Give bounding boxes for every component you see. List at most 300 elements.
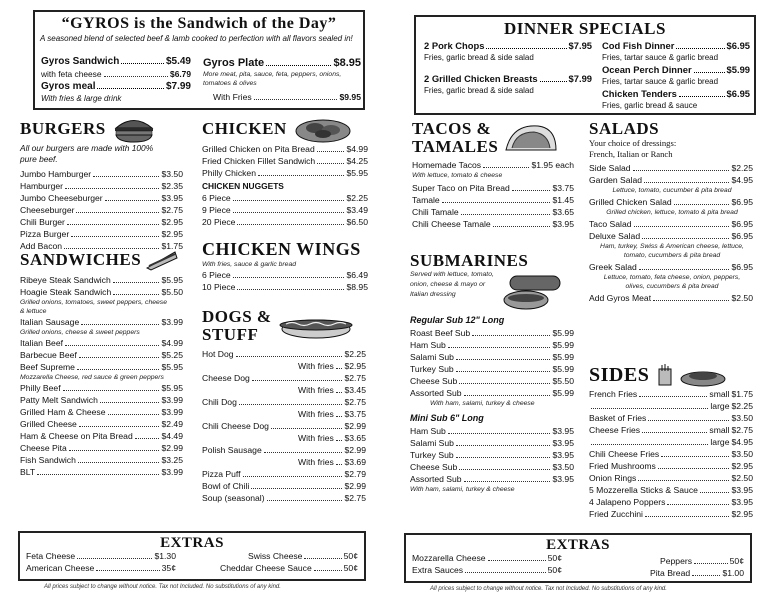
leader — [81, 324, 159, 325]
item-name: Add Bacon — [20, 241, 63, 251]
item-size: small — [709, 425, 730, 435]
menu-item — [412, 182, 574, 194]
menu-item — [20, 228, 183, 240]
dinner-left-list — [424, 39, 592, 105]
menu-item — [20, 274, 183, 286]
item-name: Homemade Tacos — [412, 160, 482, 170]
taco-icon — [502, 122, 560, 154]
menu-item — [410, 461, 574, 473]
menu-item — [589, 174, 753, 186]
leader — [679, 96, 725, 97]
menu-item — [589, 436, 753, 448]
item-price: $3.95 — [552, 219, 574, 229]
leader — [236, 356, 343, 357]
item-price: $3.50 — [161, 169, 183, 179]
item-price: $1.00 — [722, 568, 744, 578]
sandwiches-list — [20, 274, 183, 478]
tacos-section — [412, 120, 574, 230]
menu-item — [589, 388, 753, 400]
menu-item — [202, 468, 366, 480]
item-name: Peppers — [660, 556, 693, 566]
item-name: Barbecue Beef — [20, 350, 77, 360]
item-name: Bowl of Chili — [202, 481, 250, 491]
leader — [317, 151, 345, 152]
salads-list — [589, 162, 753, 304]
menu-item — [41, 80, 191, 93]
leader — [237, 224, 344, 225]
disclaimer-left: All prices subject to change without notice. Tax not Included. No substitutions of any kind. — [44, 584, 281, 590]
leader — [96, 570, 159, 571]
item-name: Cheese Sub — [410, 376, 458, 386]
chicken-list — [202, 143, 368, 228]
item-price: 50¢ — [343, 563, 358, 573]
leader — [633, 170, 730, 171]
leader — [464, 395, 551, 396]
menu-item — [646, 555, 744, 567]
item-price: $3.65 — [552, 207, 574, 217]
menu-item — [26, 562, 176, 574]
leader — [644, 182, 729, 183]
leader — [653, 300, 729, 301]
leader — [442, 202, 551, 203]
leader — [456, 359, 551, 360]
leader — [121, 63, 164, 64]
dinner-box — [414, 15, 756, 115]
menu-item — [602, 39, 750, 52]
item-name: Cheeseburger — [20, 205, 75, 215]
menu-item — [589, 218, 753, 230]
leader — [642, 238, 729, 239]
menu-item — [202, 372, 366, 384]
leader — [591, 408, 708, 409]
regular-sub-label: Regular Sub 12" Long — [410, 315, 505, 325]
menu-item — [410, 425, 574, 437]
item-name: Chili Cheese Fries — [589, 449, 660, 459]
menu-item — [589, 508, 753, 520]
sides-title: SIDES — [589, 364, 650, 386]
menu-item — [589, 484, 753, 496]
menu-item — [589, 400, 753, 412]
leader — [317, 163, 344, 164]
item-name: Hot Dog — [202, 349, 234, 359]
item-price: $3.75 — [552, 183, 574, 193]
leader — [456, 445, 551, 446]
leader — [694, 563, 728, 564]
item-price: $3.75 — [344, 409, 366, 419]
menu-item — [589, 292, 753, 304]
item-price: $4.25 — [346, 156, 368, 166]
item-name: Extra Sauces — [412, 565, 464, 575]
item-note: Fries, tartar sauce & garlic bread — [602, 77, 719, 86]
menu-item — [20, 430, 183, 442]
item-name: Grilled Chicken on Pita Bread — [202, 144, 315, 154]
regular-sub-list — [410, 327, 574, 399]
menu-item — [202, 492, 366, 504]
menu-item-with-fries — [202, 360, 366, 372]
sandwiches-section — [20, 248, 185, 478]
item-name: Jumbo Cheeseburger — [20, 193, 103, 203]
item-size: small — [709, 389, 730, 399]
sandwich-icon — [145, 248, 179, 272]
chicken-section — [202, 115, 368, 228]
item-price: $6.95 — [731, 262, 753, 272]
leader — [135, 438, 160, 439]
item-name: Onion Rings — [589, 473, 637, 483]
menu-item — [220, 562, 358, 574]
item-note: More meat, pita, sauce, feta, peppers, onions, tomatoes & olives — [203, 71, 342, 87]
item-name: Turkey Sub — [410, 450, 454, 460]
mini-sub-list — [410, 425, 574, 485]
item-name: Cheese Pita — [20, 443, 67, 453]
menu-item — [589, 460, 753, 472]
burgers-title: BURGERS — [20, 119, 106, 138]
menu-item — [410, 473, 574, 485]
tacos-title-1: TACOS & — [412, 119, 492, 138]
menu-item — [410, 363, 574, 375]
item-price: $2.50 — [731, 293, 753, 303]
gyros-tagline: A seasoned blend of selected beef & lamb cooked to perfection with all flavors sealed in! — [40, 34, 353, 43]
menu-item-with-fries — [202, 456, 366, 468]
leader — [465, 572, 546, 573]
nuggets-label: CHICKEN NUGGETS — [202, 181, 284, 191]
item-name: Chicken Tenders — [602, 88, 677, 99]
item-name: Tamale — [412, 195, 440, 205]
fries-icon — [655, 363, 729, 387]
leader — [336, 368, 343, 369]
dogs-list — [202, 348, 366, 504]
leader — [486, 48, 566, 49]
leader — [67, 224, 160, 225]
item-price: $5.25 — [161, 350, 183, 360]
item-price: $6.50 — [346, 217, 368, 227]
item-price: $3.95 — [161, 193, 183, 203]
item-name: Hamburger — [20, 181, 63, 191]
menu-item — [20, 361, 183, 373]
sandwiches-title: SANDWICHES — [20, 250, 142, 269]
extras-left-box — [18, 531, 366, 581]
extras-right-col2 — [646, 555, 744, 579]
menu-item — [20, 418, 183, 430]
mini-sub-note: With ham, salami, turkey & cheese — [410, 486, 515, 493]
menu-item-with-fries — [202, 432, 366, 444]
menu-item — [589, 230, 753, 242]
leader — [254, 99, 338, 100]
leader — [233, 277, 345, 278]
item-name: Salami Sub — [410, 352, 454, 362]
item-price: $5.99 — [552, 328, 574, 338]
salads-title: SALADS — [589, 119, 660, 138]
item-name: Cod Fish Dinner — [602, 40, 675, 51]
item-name: Salami Sub — [410, 438, 454, 448]
menu-item — [410, 437, 574, 449]
leader — [448, 347, 551, 348]
menu-item — [20, 316, 183, 328]
menu-item — [202, 281, 368, 293]
menu-item — [589, 196, 753, 208]
item-note: Lettuce, tomato, cucumber & pita bread — [612, 187, 732, 194]
item-price: $3.49 — [346, 205, 368, 215]
item-name: Grilled Chicken Salad — [589, 197, 672, 207]
item-price: $3.45 — [344, 385, 366, 395]
item-note: Grilled onions, cheese & sweet peppers — [20, 329, 140, 336]
item-price: $1.95 each — [531, 160, 574, 170]
item-name: Hoagie Steak Sandwich — [20, 287, 112, 297]
leader — [243, 476, 343, 477]
item-name: Swiss Cheese — [248, 551, 303, 561]
item-price: $2.95 — [161, 229, 183, 239]
mini-sub-label: Mini Sub 6" Long — [410, 413, 484, 423]
item-size: large — [710, 401, 730, 411]
item-name: 4 Jalapeno Poppers — [589, 497, 666, 507]
item-name: With fries — [298, 433, 334, 443]
menu-item — [203, 91, 361, 103]
hotdog-icon — [278, 311, 354, 341]
menu-item — [20, 382, 183, 394]
gyros-items — [41, 55, 191, 104]
item-price: $8.95 — [346, 282, 368, 292]
sides-section — [589, 363, 753, 520]
leader — [676, 48, 724, 49]
item-note: Ham, turkey, Swiss & American cheese, lettuce, tomato, cucumbers & pita bread — [600, 243, 744, 259]
leader — [591, 444, 708, 445]
burgers-list — [20, 168, 183, 252]
menu-item — [20, 406, 183, 418]
item-price: $8.95 — [333, 57, 361, 69]
item-price: $6.79 — [170, 69, 191, 79]
leader — [104, 76, 169, 77]
menu-item — [410, 375, 574, 387]
menu-item — [41, 55, 191, 68]
subs-desc: Served with lettuce, tomato, onion, cheese & mayo or Italian dressing — [410, 271, 494, 298]
item-price: $5.99 — [726, 64, 750, 75]
item-name: Super Taco on Pita Bread — [412, 183, 510, 193]
item-price: $6.95 — [726, 40, 750, 51]
menu-item — [20, 204, 183, 216]
leader — [483, 167, 529, 168]
burgers-intro: All our burgers are made with 100% pure beef. — [20, 143, 154, 164]
item-size: large — [710, 437, 730, 447]
menu-item — [412, 564, 562, 576]
sides-list — [589, 388, 753, 520]
item-price: $2.50 — [731, 473, 753, 483]
item-name: Philly Chicken — [202, 168, 256, 178]
gyros-plate — [203, 57, 361, 103]
leader — [336, 392, 343, 393]
item-name: 5 Mozzerella Sticks & Sauce — [589, 485, 698, 495]
item-price: 35¢ — [161, 563, 176, 573]
item-name: 10 Piece — [202, 282, 236, 292]
item-price: $3.95 — [552, 450, 574, 460]
menu-item — [589, 496, 753, 508]
item-name: Feta Cheese — [26, 551, 76, 561]
menu-item — [220, 550, 358, 562]
item-price: $6.95 — [731, 219, 753, 229]
item-price: $2.99 — [161, 443, 183, 453]
item-name: Assorted Sub — [410, 388, 462, 398]
item-note: With fries & large drink — [41, 94, 122, 103]
dogs-section — [202, 308, 368, 504]
item-name: Gyros Sandwich — [41, 56, 120, 67]
menu-item — [20, 394, 183, 406]
leader — [93, 176, 159, 177]
item-name: Basket of Fries — [589, 413, 647, 423]
item-name: Fried Chicken Fillet Sandwich — [202, 156, 316, 166]
leader — [108, 414, 160, 415]
item-price: $1.75 — [161, 241, 183, 251]
disclaimer-right: All prices subject to change without notice. Tax not Included. No substitutions of any kind. — [430, 586, 667, 592]
item-price: $2.25 — [344, 349, 366, 359]
menu-item — [646, 567, 744, 579]
leader — [645, 516, 730, 517]
item-name: 6 Piece — [202, 193, 231, 203]
item-price: $3.65 — [344, 433, 366, 443]
gyros-title: “GYROS is the Sandwich of the Day” — [61, 15, 337, 32]
item-price: $3.99 — [161, 317, 183, 327]
menu-item — [202, 192, 368, 204]
item-price: 50¢ — [547, 553, 562, 563]
item-price: $6.49 — [346, 270, 368, 280]
item-price: $2.75 — [344, 373, 366, 383]
item-name: Grilled Cheese — [20, 419, 77, 429]
leader — [488, 560, 546, 561]
leader — [456, 371, 551, 372]
item-name: Taco Salad — [589, 219, 632, 229]
leader — [69, 450, 160, 451]
item-name: Roast Beef Sub — [410, 328, 471, 338]
item-name: Gyros meal — [41, 81, 96, 92]
item-name: 9 Piece — [202, 205, 231, 215]
leader — [459, 469, 550, 470]
chicken-icon — [291, 115, 351, 143]
leader — [336, 464, 343, 465]
item-name: Jumbo Hamburger — [20, 169, 92, 179]
leader — [113, 294, 159, 295]
menu-item — [202, 167, 368, 179]
item-name: Ham Sub — [410, 340, 446, 350]
leader — [65, 345, 159, 346]
item-price: $5.99 — [552, 364, 574, 374]
leader — [700, 492, 730, 493]
menu-item — [412, 206, 574, 218]
menu-item — [424, 72, 592, 85]
menu-item — [202, 269, 368, 281]
menu-item — [410, 327, 574, 339]
extras-right-title: EXTRAS — [546, 537, 610, 553]
wings-note: With fries, sauce & garlic bread — [202, 261, 297, 268]
item-price: $3.50 — [552, 462, 574, 472]
item-name: Garden Salad — [589, 175, 643, 185]
menu-item — [410, 449, 574, 461]
item-price: $2.75 — [161, 205, 183, 215]
item-price: $5.99 — [552, 352, 574, 362]
menu-item — [20, 442, 183, 454]
subs-title: SUBMARINES — [410, 251, 529, 270]
item-name: Ham & Cheese on Pita Bread — [20, 431, 133, 441]
item-name: With fries — [298, 457, 334, 467]
leader — [237, 289, 344, 290]
menu-item — [202, 143, 368, 155]
item-price: $7.95 — [568, 40, 592, 51]
item-price: $4.95 — [731, 175, 753, 185]
item-note: With lettuce, tomato & cheese — [412, 172, 503, 179]
leader — [105, 200, 160, 201]
leader — [540, 81, 567, 82]
item-name: Deluxe Salad — [589, 231, 641, 241]
item-price: $5.95 — [346, 168, 368, 178]
item-price: $2.75 — [731, 425, 753, 435]
leader — [258, 175, 345, 176]
item-note: Fries, garlic bread & sauce — [602, 101, 698, 110]
subs-section — [410, 252, 576, 494]
item-note: Fries, garlic bread & side salad — [424, 86, 534, 95]
item-name: Fried Zucchini — [589, 509, 643, 519]
item-name: Fish Sandwich — [20, 455, 76, 465]
regular-sub-note: With ham, salami, turkey & cheese — [430, 400, 535, 407]
leader — [239, 404, 343, 405]
menu-item — [20, 349, 183, 361]
item-price: $1.30 — [154, 551, 176, 561]
item-name: Cheese Sub — [410, 462, 458, 472]
menu-item — [589, 261, 753, 273]
item-price: $2.95 — [731, 461, 753, 471]
item-name: Ribeye Steak Sandwich — [20, 275, 111, 285]
menu-item — [202, 155, 368, 167]
item-price: $5.99 — [552, 340, 574, 350]
menu-item — [20, 216, 183, 228]
leader — [79, 357, 160, 358]
item-name: Chili Cheese Tamale — [412, 219, 491, 229]
menu-item — [412, 552, 562, 564]
menu-item-with-fries — [202, 408, 366, 420]
leader — [459, 383, 550, 384]
item-name: Cheese Fries — [589, 425, 641, 435]
item-price: $3.50 — [731, 449, 753, 459]
leader — [512, 190, 551, 191]
item-name: Ocean Perch Dinner — [602, 64, 692, 75]
item-price: $3.99 — [161, 407, 183, 417]
menu-item — [589, 448, 753, 460]
item-name: Polish Sausage — [202, 445, 262, 455]
item-price: $7.99 — [165, 81, 191, 92]
leader — [71, 236, 159, 237]
menu-item — [202, 480, 366, 492]
item-price: $5.49 — [165, 56, 191, 67]
leader — [37, 474, 159, 475]
menu-item — [602, 63, 750, 76]
burger-icon — [112, 115, 156, 143]
dinner-right-list — [602, 39, 750, 111]
item-name: 2 Pork Chops — [424, 40, 485, 51]
item-name: Ham Sub — [410, 426, 446, 436]
item-price: $4.99 — [346, 144, 368, 154]
item-price: $3.95 — [552, 438, 574, 448]
item-price: $1.75 — [731, 389, 753, 399]
leader — [639, 396, 707, 397]
wings-title: CHICKEN WINGS — [202, 239, 361, 259]
menu-item — [202, 204, 368, 216]
extras-right-col1 — [412, 552, 562, 576]
dinner-title: DINNER SPECIALS — [504, 19, 666, 38]
leader — [336, 416, 343, 417]
salads-dressing-2: French, Italian or Ranch — [589, 149, 673, 159]
menu-item — [410, 339, 574, 351]
menu-item — [20, 466, 183, 478]
leader — [97, 88, 163, 89]
item-name: Cheese Dog — [202, 373, 250, 383]
menu-item — [26, 550, 176, 562]
item-note: Grilled onions, tomatoes, sweet peppers, cheese & lettuce — [20, 299, 167, 315]
leader — [267, 500, 343, 501]
